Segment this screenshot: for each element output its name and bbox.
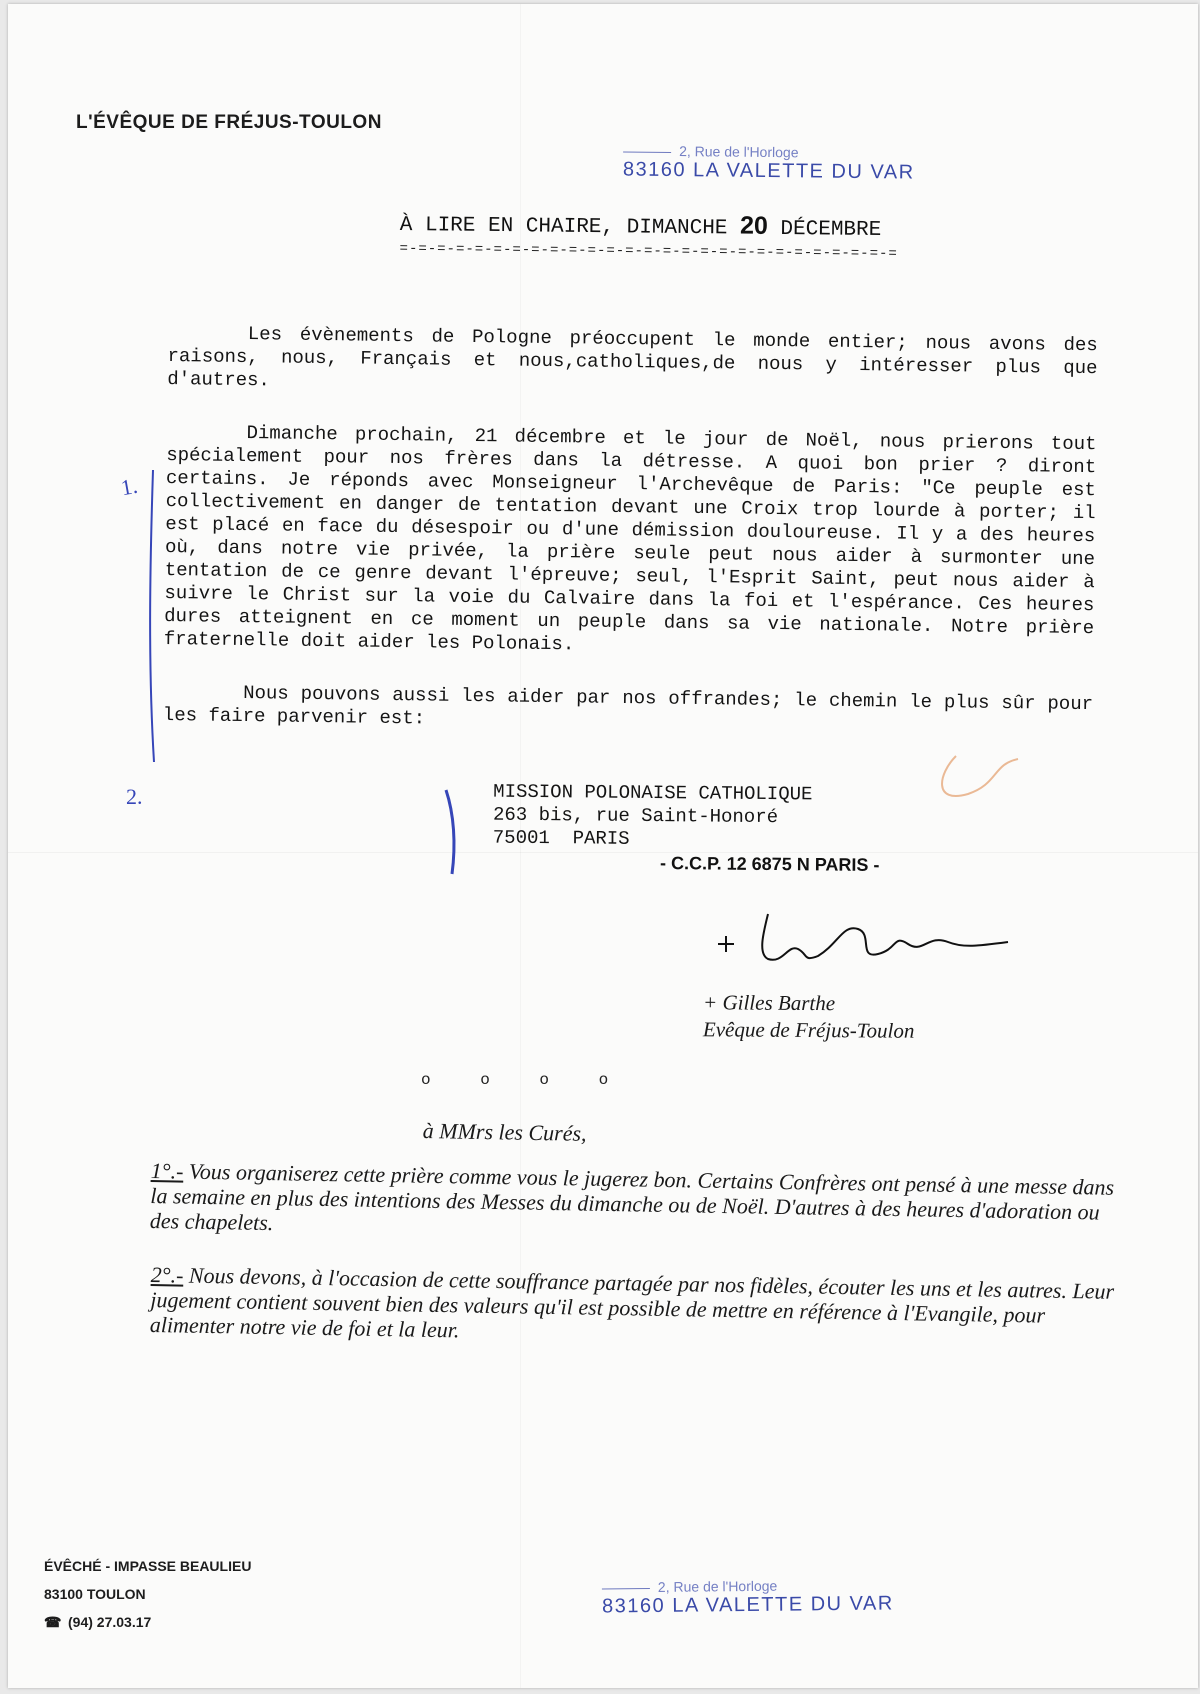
letter-footer <box>44 1552 251 1636</box>
telephone-icon: ☎ <box>44 1614 62 1630</box>
orange-pencil-mark <box>942 756 1018 796</box>
signatory-block <box>703 989 915 1044</box>
heading-underline-rule: =-=-=-=-=-=-=-=-=-=-=-=-=-=-=-=-=-=-=-=-=-=-=-=-=-=-= <box>399 240 898 263</box>
signatory-name: + Gilles Barthe <box>703 990 836 1016</box>
heading-date-number: 20 <box>739 211 769 240</box>
signature-cross <box>718 936 734 952</box>
section-separator: o o o o <box>421 1071 609 1089</box>
footer-address-line-2: 83100 TOULON <box>44 1586 146 1602</box>
footer-phone: (94) 27.03.17 <box>68 1614 152 1630</box>
body-paragraph-1: Les évènements de Pologne préoccupent le monde entier; nous avons des raisons, nous, Français et nous,catholiques,de nous y intéresser plus que d'autres. <box>167 323 1098 392</box>
heading-text-before: À LIRE EN CHAIRE, DIMANCHE <box>399 213 741 241</box>
stamp-street: 2, Rue de l'Horloge <box>623 142 915 161</box>
signatory-title: Evêque de Fréjus-Toulon <box>702 1017 915 1043</box>
stamp-street: 2, Rue de l'Horloge <box>602 1576 894 1595</box>
letterhead-title: L'ÉVÊQUE DE FRÉJUS-TOULON <box>76 112 382 133</box>
item-1-number: 1°.- <box>150 1158 184 1184</box>
letter-page <box>8 4 1198 1688</box>
margin-bracket-line-2 <box>446 790 454 874</box>
heading-text-after: DÉCEMBRE <box>767 217 882 243</box>
margin-annotation-2: 2. <box>126 784 143 809</box>
body-paragraph-3: Nous pouvons aussi les aider par nos offrandes; le chemin le plus sûr pour les faire parvenir est: <box>162 682 1094 730</box>
signature-scrawl <box>762 914 1008 960</box>
body-paragraph-2: Dimanche prochain, 21 décembre et le jour de Noël, nous prierons tout spécialement pour nos frères dans la détresse. A quoi bon prier ? diront certains. Je réponds avec Monseigneur l'Archevêque de Paris: "Ce peuple est collectivement en danger de tentation devant une Croix trop lourde à porter; il est placé en face du désespoir ou d'une démission douloureuse. Il y a des heures où, dans notre vie privée, la prière seule peut nous aider à surmonter une tentation de ce genre devant l'épreuve; seul, l'Esprit Saint, peut nous aider à suivre le Christ sur la voie du Calvaire dans la foi et l'espérance. Ces heures dures atteignent en ce moment un peuple dans sa vie nationale. Notre prière fraternelle doit aider les Polonais. <box>163 422 1097 656</box>
margin-annotation-1: 1. <box>118 472 140 501</box>
item-2-number: 2°.- <box>150 1262 184 1288</box>
address-line-1: MISSION POLONAISE CATHOLIQUE <box>493 780 813 806</box>
mission-address <box>493 781 813 853</box>
margin-bracket-line-1 <box>150 470 154 762</box>
item-1-text: Vous organiserez cette prière comme vous le jugerez bon. Certains Confrères ont pensé à une messe dans la semaine en plus des intentions des Messes du dimanche ou de Noël. D'autres à des heures d'adoration ou des chapelets. <box>149 1158 1115 1236</box>
stamp-city: 83160 LA VALETTE DU VAR <box>601 1592 894 1618</box>
notes-salutation: à MMrs les Curés, <box>422 1118 587 1146</box>
address-line-3: 75001 PARIS <box>492 826 630 850</box>
address-stamp-bottom <box>602 1576 894 1618</box>
footer-phone-line <box>44 1608 251 1636</box>
stamp-city: 83160 LA VALETTE DU VAR <box>622 158 915 184</box>
address-line-2: 263 bis, rue Saint-Honoré <box>492 803 779 829</box>
footer-address-line-1: ÉVÊCHÉ - IMPASSE BEAULIEU <box>44 1558 252 1574</box>
handwritten-signature <box>708 904 1028 974</box>
ccp-account: - C.C.P. 12 6875 N PARIS - <box>659 853 880 875</box>
item-2-text: Nous devons, à l'occasion de cette souffrance partagée par nos fidèles, écouter les uns et les autres. Leur jugement contient souvent bien des valeurs qu'il est possible de mettre en référence à l'Evangile, pour alimenter notre vie de foi et la leur. <box>149 1262 1115 1343</box>
